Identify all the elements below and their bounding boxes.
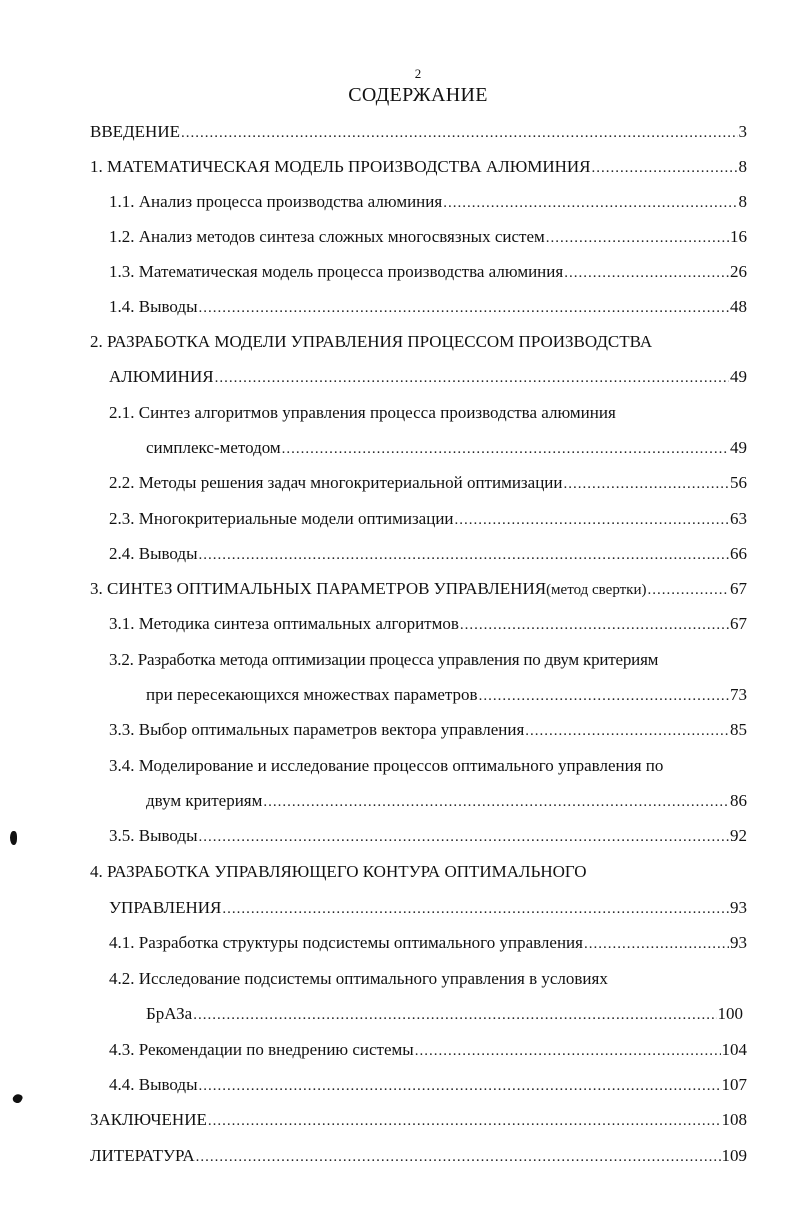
- toc-entry-section-3-2-title[interactable]: 3.2. Разработка метода оптимизации процесса управления по двум критериям: [109, 650, 659, 669]
- toc-entry-page: 86: [730, 791, 747, 810]
- toc-entry-page: 3: [738, 122, 747, 141]
- toc-entry-page: 8: [738, 192, 747, 211]
- dot-leader: [263, 789, 729, 815]
- dot-leader: [592, 155, 738, 181]
- toc-entry-page: 56: [730, 473, 747, 492]
- toc-entry-literature[interactable]: [90, 1143, 747, 1169]
- toc-entry-section-3-4[interactable]: [146, 788, 747, 814]
- dot-leader: [564, 260, 729, 286]
- toc-entry-label: 1.4. Выводы: [109, 297, 198, 316]
- dot-leader: [199, 1073, 721, 1099]
- toc-entry-note: (метод свертки): [546, 582, 647, 598]
- toc-entry-section-4-2[interactable]: [146, 1001, 743, 1027]
- toc-entry-section-2-1[interactable]: [146, 435, 747, 461]
- dot-leader: [455, 507, 729, 533]
- toc-entry-chapter-4[interactable]: [109, 895, 747, 921]
- dot-leader: [546, 225, 729, 251]
- dot-leader: [199, 824, 729, 850]
- dot-leader: [282, 436, 729, 462]
- toc-entry-section-2-3[interactable]: [109, 506, 747, 532]
- toc-entry-page: 104: [721, 1040, 747, 1059]
- toc-entry-section-3-4-title[interactable]: 3.4. Моделирование и исследование процессов оптимального управления по: [109, 756, 664, 775]
- toc-entry-label: БрАЗа: [146, 1004, 193, 1023]
- toc-entry-page: 73: [730, 685, 747, 704]
- dot-leader: [181, 120, 738, 146]
- toc-entry-page: 100: [717, 1004, 743, 1023]
- dot-leader: [222, 896, 729, 922]
- toc-entry-label: 3. СИНТЕЗ ОПТИМАЛЬНЫХ ПАРАМЕТРОВ УПРАВЛЕНИЯ: [90, 579, 547, 598]
- toc-entry-section-2-2[interactable]: [109, 470, 747, 496]
- toc-entry-page: 92: [730, 826, 747, 845]
- toc-entry-label: 1. МАТЕМАТИЧЕСКАЯ МОДЕЛЬ ПРОИЗВОДСТВА АЛЮМИНИЯ: [90, 157, 591, 176]
- dot-leader: [193, 1002, 716, 1028]
- toc-entry-label: 2.4. Выводы: [109, 544, 198, 563]
- dot-leader: [479, 683, 729, 709]
- toc-entry-label: двум критериям: [146, 791, 263, 810]
- toc-entry-chapter-1[interactable]: [90, 154, 747, 180]
- toc-entry-label: ЛИТЕРАТУРА: [90, 1146, 195, 1165]
- toc-entry-label: УПРАВЛЕНИЯ: [109, 898, 222, 917]
- dot-leader: [460, 612, 729, 638]
- toc-entry-label: 3.3. Выбор оптимальных параметров вектора управления: [109, 720, 525, 739]
- toc-entry-label: симплекс-методом: [146, 438, 281, 457]
- toc-entry-section-2-1-title[interactable]: 2.1. Синтез алгоритмов управления процесса производства алюминия: [109, 403, 616, 422]
- toc-entry-label: 4.1. Разработка структуры подсистемы оптимального управления: [109, 933, 583, 952]
- toc-entry-section-2-4[interactable]: [109, 541, 747, 567]
- dot-leader: [215, 365, 729, 391]
- toc-entry-label: 2.3. Многокритериальные модели оптимизации: [109, 509, 454, 528]
- page-number: 2: [414, 66, 422, 81]
- toc-entry-introduction[interactable]: [90, 119, 747, 145]
- toc-entry-label: 3.1. Методика синтеза оптимальных алгоритмов: [109, 614, 459, 633]
- toc-entry-section-3-1[interactable]: [109, 611, 747, 637]
- toc-entry-page: 93: [730, 898, 747, 917]
- toc-entry-label: 1.2. Анализ методов синтеза сложных многосвязных систем: [109, 227, 545, 246]
- toc-entry-section-3-3[interactable]: [109, 717, 747, 743]
- dot-leader: [208, 1108, 721, 1134]
- toc-entry-page: 49: [730, 438, 747, 457]
- toc-entry-page: 109: [721, 1146, 747, 1165]
- toc-entry-label: 1.3. Математическая модель процесса производства алюминия: [109, 262, 564, 281]
- toc-entry-section-3-2[interactable]: [146, 682, 747, 708]
- toc-entry-page: 16: [730, 227, 747, 246]
- toc-entry-label: 3.5. Выводы: [109, 826, 198, 845]
- toc-entry-page: 67: [730, 579, 747, 598]
- toc-entry-page: 107: [721, 1075, 747, 1094]
- toc-entry-page: 49: [730, 367, 747, 386]
- toc-entry-section-1-2[interactable]: [109, 224, 747, 250]
- toc-entry-section-4-1[interactable]: [109, 930, 747, 956]
- toc-entry-label: при пересекающихся множествах параметров: [146, 685, 478, 704]
- toc-entry-section-4-4[interactable]: [109, 1072, 747, 1098]
- toc-entry-label: 2.2. Методы решения задач многокритериальной оптимизации: [109, 473, 563, 492]
- toc-entry-page: 66: [730, 544, 747, 563]
- toc-entry-label: АЛЮМИНИЯ: [109, 367, 214, 386]
- toc-entry-label: 4.3. Рекомендации по внедрению системы: [109, 1040, 414, 1059]
- toc-entry-page: 48: [730, 297, 747, 316]
- dot-leader: [199, 542, 729, 568]
- toc-entry-page: 8: [738, 157, 747, 176]
- dot-leader: [199, 295, 729, 321]
- dot-leader: [415, 1038, 721, 1064]
- toc-entry-label: ЗАКЛЮЧЕНИЕ: [90, 1110, 207, 1129]
- toc-entry-section-1-4[interactable]: [109, 294, 747, 320]
- dot-leader: [564, 471, 730, 497]
- dot-leader: [525, 718, 729, 744]
- toc-entry-section-1-1[interactable]: [109, 189, 747, 215]
- toc-entry-label: ВВЕДЕНИЕ: [90, 122, 180, 141]
- page-title: СОДЕРЖАНИЕ: [348, 84, 488, 106]
- toc-entry-section-4-3[interactable]: [109, 1037, 747, 1063]
- toc-entry-page: 26: [730, 262, 747, 281]
- toc-entry-chapter-2-title[interactable]: 2. РАЗРАБОТКА МОДЕЛИ УПРАВЛЕНИЯ ПРОЦЕССОМ ПРОИЗВОДСТВА: [90, 332, 653, 351]
- toc-entry-section-3-5[interactable]: [109, 823, 747, 849]
- toc-entry-chapter-4-title[interactable]: 4. РАЗРАБОТКА УПРАВЛЯЮЩЕГО КОНТУРА ОПТИМАЛЬНОГО: [90, 862, 587, 881]
- toc-entry-page: 93: [730, 933, 747, 952]
- dot-leader: [648, 577, 730, 603]
- dot-leader: [584, 931, 729, 957]
- toc-entry-section-4-2-title[interactable]: 4.2. Исследование подсистемы оптимального управления в условиях: [109, 969, 608, 988]
- toc-entry-page: 67: [730, 614, 747, 633]
- scan-artifact: [10, 831, 17, 845]
- toc-entry-page: 108: [721, 1110, 747, 1129]
- toc-entry-label: 4.4. Выводы: [109, 1075, 198, 1094]
- toc-entry-conclusion[interactable]: [90, 1107, 747, 1133]
- dot-leader: [196, 1144, 721, 1170]
- dot-leader: [443, 190, 737, 216]
- toc-entry-chapter-3[interactable]: [90, 576, 747, 602]
- toc-entry-chapter-2[interactable]: [109, 364, 747, 390]
- toc-entry-section-1-3[interactable]: [109, 259, 747, 285]
- toc-entry-label: 1.1. Анализ процесса производства алюминия: [109, 192, 443, 211]
- toc-entry-page: 63: [730, 509, 747, 528]
- toc-entry-page: 85: [730, 720, 747, 739]
